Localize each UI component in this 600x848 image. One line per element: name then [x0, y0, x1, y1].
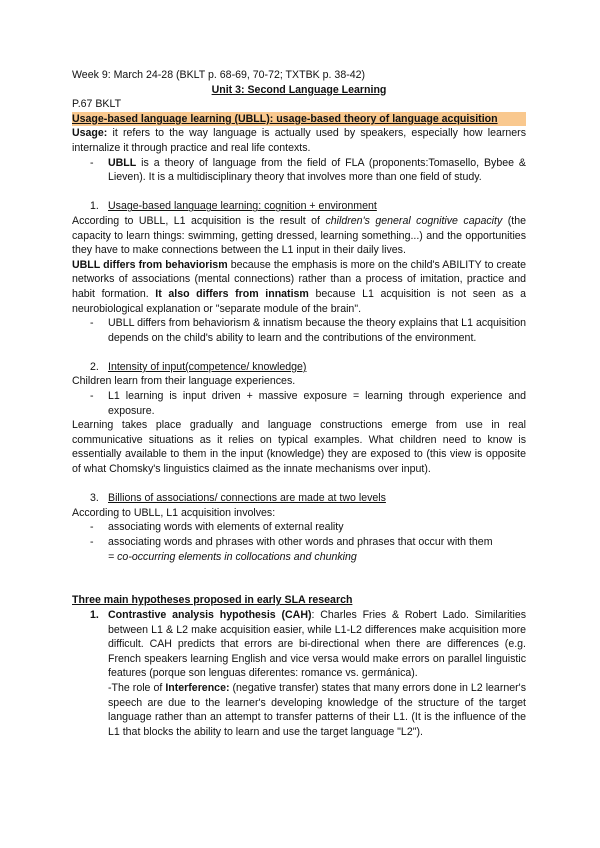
section1-paragraph2 [72, 258, 526, 316]
ubll-bullet [72, 156, 526, 185]
section3-title: Billions of associations/ connections are made at two levels [108, 492, 386, 505]
interference-term: Interference: [165, 681, 230, 694]
section2-paragraph1: Children learn from their language experiences. [72, 375, 296, 388]
hypothesis-1-number: 1. [90, 608, 99, 621]
section1-bullet: - UBLL differs from behaviorism & innatism because the theory explains that L1 acquisition depends on the child's ability to learn and the contributions of the environment. [72, 316, 526, 345]
section3-number: 3. [90, 492, 99, 505]
section1-bullets [72, 316, 526, 345]
ubll-text: is a theory of language from the field of FLA (proponents:Tomasello, Bybee & Lieven). It is a multidisciplinary theory that involves more than one field of study. [108, 156, 526, 184]
hypothesis-1-text: : Charles Fries & Robert Lado. Similarities between L1 & L2 make acquisition easier, while L1-L2 differences make acquisition more difficult. CAH predicts that errors are bi-directional when there are differences (e.g. French speakers learning English and vice versa would make errors on parallel linguistic features (porque son lenguas diferentes: romance vs. germánica). [108, 608, 527, 680]
section3-bullet: - associating words with elements of external reality [72, 520, 526, 535]
s1p2-b: because L1 acquisition is not seen as a neurobiological explanation or "separate module of the brain". [72, 287, 526, 315]
section1-title: Usage-based language learning: cognition + environment [108, 200, 377, 213]
hypothesis-1-term: Contrastive analysis hypothesis (CAH) [108, 608, 312, 621]
section2-bullets [72, 389, 526, 418]
section3-italic-note: = co-occurring elements in collocations and chunking [108, 550, 357, 563]
s1p2-bold1: UBLL differs from behaviorism [72, 258, 228, 271]
usage-text: it refers to the way language is actually used by speakers, especially how learners internalize it through practice and real life contexts. [72, 127, 526, 154]
section1-number: 1. [90, 200, 99, 213]
section2-heading [72, 360, 526, 375]
interference-prefix: -The role of [108, 681, 166, 694]
section3-bullet: - associating words and phrases with other words and phrases that occur with them [72, 535, 526, 550]
section1-paragraph1 [72, 214, 526, 258]
ubll-bullet-list [72, 156, 526, 185]
page-reference: P.67 BKLT [72, 98, 122, 111]
section2-bullet: - L1 learning is input driven + massive exposure = learning through experience and exposure. [72, 389, 526, 418]
section3-bullets [72, 520, 526, 549]
section1-heading [72, 199, 526, 214]
section2-title: Intensity of input(competence/ knowledge) [108, 360, 307, 373]
unit-title: Unit 3: Second Language Learning [211, 83, 387, 96]
s1p1-italic: children's general cognitive capacity [325, 214, 503, 227]
section2-number: 2. [90, 360, 99, 373]
hypothesis-1 [72, 608, 526, 681]
week-line: Week 9: March 24-28 (BKLT p. 68-69, 70-72; TXTBK p. 38-42) [72, 69, 366, 81]
section2-paragraph2: Learning takes place gradually and language constructions emerge from use in real communicative situations as it relies on typical examples. What children need to know is essentially available to them in the input (knowledge) they are exposed to (this view is opposite of what Chomsky's linguistics claimed as the innate mechanisms over input). [72, 419, 526, 476]
section3-paragraph1: According to UBLL, L1 acquisition involves: [72, 506, 276, 519]
hypotheses-heading: Three main hypotheses proposed in early SLA research [72, 594, 353, 607]
interference-paragraph [72, 681, 526, 739]
s1p1-a: According to UBLL, L1 acquisition is the result of [72, 214, 326, 227]
section3-heading [72, 491, 526, 506]
document-page [72, 68, 526, 739]
s1p2-bold2: It also differs from innatism [155, 287, 309, 300]
usage-term: Usage: [72, 127, 108, 140]
ubll-heading: Usage-based language learning (UBLL): usage-based theory of language acquisition [72, 112, 526, 127]
interference-text: (negative transfer) states that many errors done in L2 learner's speech are due to the learner's developing knowledge of the structure of the target language rather than an attempt to transfer patterns of their L1. (It is the influence of the L1 that blocks the ability to learn and use the target language "L2"). [108, 681, 526, 738]
usage-definition [72, 126, 526, 155]
s1p2-a: because the emphasis is more on the child's ABILITY to create networks of associations (mental connections) rather than a process of imitation, practice and habit formation. [72, 258, 526, 300]
s1p1-b: (the capacity to learn things: swimming, getting dressed, learning something...) and the opportunities they have to make connections between the L1 input in their daily lives. [72, 214, 526, 257]
ubll-term: UBLL [108, 156, 137, 169]
